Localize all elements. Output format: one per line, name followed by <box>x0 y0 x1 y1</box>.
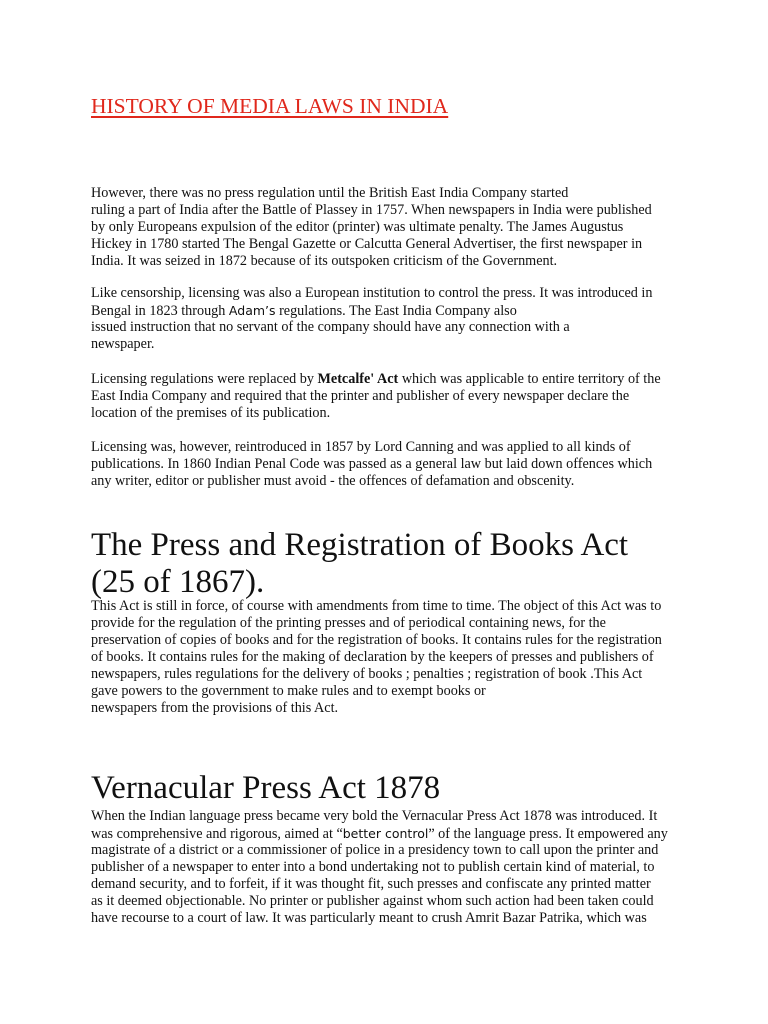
text-line: as it deemed objectionable. No printer or publisher against whom such action had been taken could <box>91 893 654 909</box>
text-line: publisher of a newspaper to enter into a bond undertaking not to publish certain kind of material, to <box>91 859 655 875</box>
text-line: issued instruction that no servant of the company should have any connection with a <box>91 319 570 335</box>
text-line: ruling a part of India after the Battle of Plassey in 1757. When newspapers in India were published <box>91 202 652 218</box>
adam-term: Adam’s <box>228 303 276 318</box>
text-line: demand security, and to forfeit, if it was thought fit, such presses and confiscate any printed matter <box>91 876 651 892</box>
text-line: of books. It contains rules for the making of declaration by the keepers of presses and publishers of <box>91 649 654 665</box>
text-line: location of the premises of its publication. <box>91 405 331 421</box>
paragraph-press-regulation <box>91 185 652 270</box>
text-line: newspapers from the provisions of this Act. <box>91 700 339 716</box>
text-line: preservation of copies of books and for the registration of books. It contains rules for the registration <box>91 632 662 648</box>
text-line: newspaper. <box>91 336 155 352</box>
text-line: by only Europeans expulsion of the editor (printer) was ultimate penalty. The James Augustus <box>91 219 624 235</box>
text-line: East India Company and required that the printer and publisher of every newspaper declare the <box>91 388 630 404</box>
paragraph-canning <box>91 439 652 490</box>
metcalfe-act-term: Metcalfe' Act <box>317 371 399 387</box>
paragraph-vernacular-press-act <box>91 808 668 927</box>
text-line: Licensing was, however, reintroduced in 1857 by Lord Canning and was applied to all kinds of <box>91 439 631 455</box>
text-line: Licensing regulations were replaced by Metcalfe' Act which was applicable to entire territory of the <box>91 371 661 387</box>
document-title: HISTORY OF MEDIA LAWS IN INDIA <box>91 94 449 118</box>
text-line: have recourse to a court of law. It was particularly meant to crush Amrit Bazar Patrika, which was <box>91 910 647 926</box>
text-line: This Act is still in force, of course with amendments from time to time. The object of this Act was to <box>91 598 662 614</box>
text-line: magistrate of a district or a commissioner of police in a presidency town to call upon the printer and <box>91 842 659 858</box>
text-line: Bengal in 1823 through Adam’s regulations. The East India Company also <box>91 303 517 319</box>
heading-vernacular-press-act: Vernacular Press Act 1878 <box>91 770 441 806</box>
text-line: newspapers, rules regulations for the delivery of books ; penalties ; registration of book .This Act <box>91 666 643 682</box>
text-line: India. It was seized in 1872 because of its outspoken criticism of the Government. <box>91 253 558 269</box>
text-line: was comprehensive and rigorous, aimed at “better control” of the language press. It empowered any <box>91 826 668 842</box>
text-line: any writer, editor or publisher must avoid - the offences of defamation and obscenity. <box>91 473 575 489</box>
paragraph-press-registration-act <box>91 598 662 717</box>
better-control-term: better control <box>342 826 429 841</box>
heading-press-registration-act: The Press and Registration of Books Act (25 of 1867). <box>91 527 629 600</box>
text-line: provide for the regulation of the printing presses and of periodical containing news, for the <box>91 615 606 631</box>
paragraph-licensing <box>91 285 652 353</box>
text-line: Like censorship, licensing was also a European institution to control the press. It was introduced in <box>91 285 653 301</box>
text-line: gave powers to the government to make rules and to exempt books or <box>91 683 486 699</box>
text-line: When the Indian language press became very bold the Vernacular Press Act 1878 was introduced. It <box>91 808 658 824</box>
text-line: publications. In 1860 Indian Penal Code was passed as a general law but laid down offences which <box>91 456 653 472</box>
text-line: Hickey in 1780 started The Bengal Gazette or Calcutta General Advertiser, the first newspaper in <box>91 236 643 252</box>
paragraph-metcalfe-act <box>91 371 661 422</box>
text-line: However, there was no press regulation until the British East India Company started <box>91 185 569 201</box>
